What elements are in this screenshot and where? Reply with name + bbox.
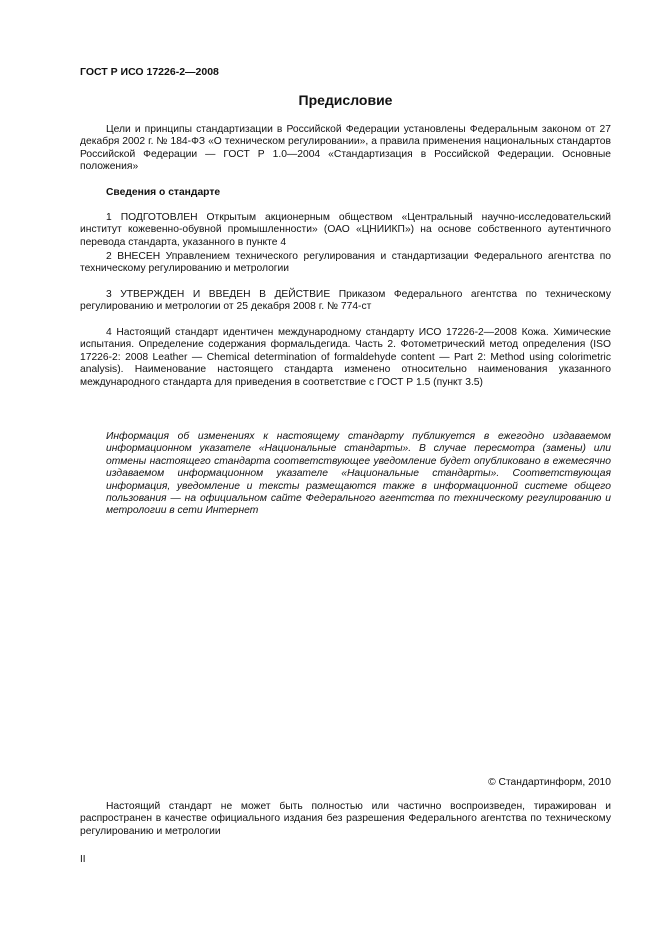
item-text: 4 Настоящий стандарт идентичен международному стандарту ИСО 17226-2—2008 Кожа. Химические испытания. Определение содержания формальдегида. Часть 2. Фотометрический метод определения (ISO 17226-2: 2008 Leather — Chemical determination of formaldehyde content — Part 2: Method using colorimetric analysis). Наименование настоящего стандарта изменено относительно наименования указанного международного стандарта для приведения в соответствие с ГОСТ Р 1.5 (пункт 3.5) bbox=[80, 327, 611, 388]
page-number: II bbox=[80, 854, 86, 865]
info-notice: Информация об изменениях к настоящему стандарту публикуется в ежегодно издаваемом информационном указателе «Национальные стандарты». В случае пересмотра (замены) или отмены настоящего стандарта соответствующее уведомление будет опубликовано в ежемесячно издаваемом информационном указателе «Национальные стандарты». Соответствующая информация, уведомление и тексты размещаются также в информационной системе общего пользования — на официальном сайте Федерального агентства по техническому регулированию и метрологии в сети Интернет bbox=[106, 431, 611, 517]
standard-item-1 bbox=[80, 212, 611, 249]
item-text: 2 ВНЕСЕН Управлением технического регулирования и стандартизации Федерального агентства по техническому регулированию и метрологии bbox=[80, 251, 611, 275]
item-text: 1 ПОДГОТОВЛЕН Открытым акционерным обществом «Центральный научно-исследовательский институт кожевенно-обувной промышленности» (ОАО «ЦНИИКП») на основе собственного аутентичного перевода стандарта, указанного в пункте 4 bbox=[80, 212, 611, 248]
intro-text: Цели и принципы стандартизации в Российской Федерации установлены Федеральным законом от 27 декабря 2002 г. № 184-ФЗ «О техническом регулировании», а правила применения национальных стандартов Российской Федерации — ГОСТ Р 1.0—2004 «Стандартизация в Российской Федерации. Основные положения» bbox=[80, 124, 611, 173]
standard-item-2 bbox=[80, 251, 611, 276]
section-title: Сведения о стандарте bbox=[106, 187, 221, 198]
document-code: ГОСТ Р ИСО 17226-2—2008 bbox=[80, 66, 219, 78]
item-text: 3 УТВЕРЖДЕН И ВВЕДЕН В ДЕЙСТВИЕ Приказом Федерального агентства по техническому регулированию и метрологии от 25 декабря 2008 г. № 774-ст bbox=[80, 289, 611, 313]
intro-paragraph bbox=[80, 124, 611, 174]
footer-notice-text: Настоящий стандарт не может быть полностью или частично воспроизведен, тиражирован и распространен в качестве официального издания без разрешения Федерального агентства по техническому регулированию и метрологии bbox=[80, 801, 611, 837]
page-title: Предисловие bbox=[298, 92, 393, 108]
footer-notice bbox=[80, 801, 611, 838]
standard-item-4 bbox=[80, 327, 611, 389]
standard-item-3 bbox=[80, 289, 611, 314]
copyright: © Стандартинформ, 2010 bbox=[488, 777, 611, 788]
